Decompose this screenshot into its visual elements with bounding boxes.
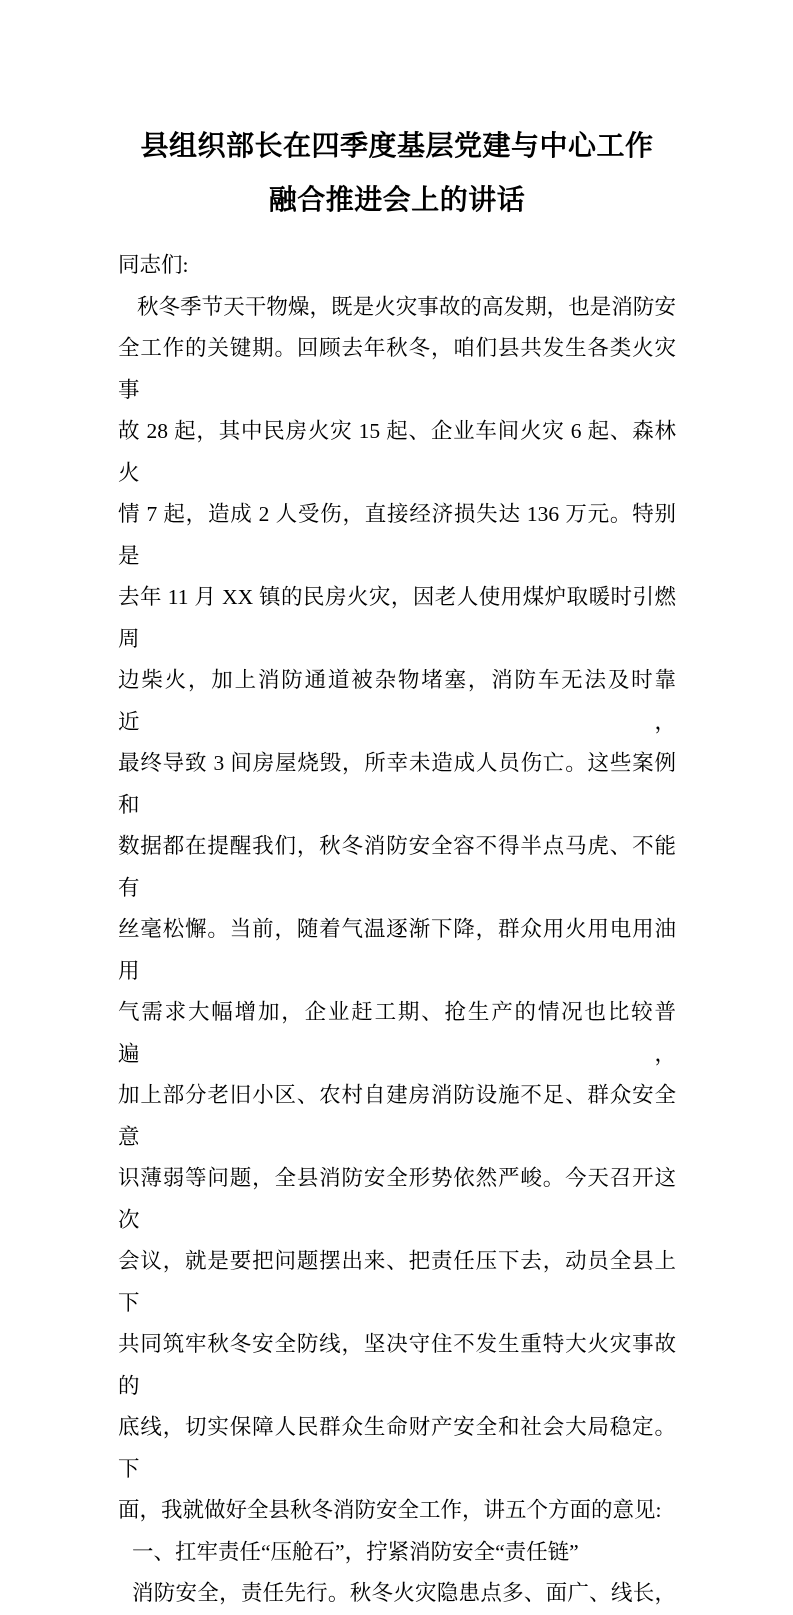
text-line: 气需求大幅增加，企业赶工期、抢生产的情况也比较普遍， [118,1000,676,1066]
text-line: 边柴火，加上消防通道被杂物堵塞，消防车无法及时靠近， [118,668,676,734]
text-line: 加上部分老旧小区、农村自建房消防设施不足、群众安全意 [118,1083,676,1149]
text-line: 数据都在提醒我们，秋冬消防安全容不得半点马虎、不能有 [118,834,676,900]
text-line: 面，我就做好全县秋冬消防安全工作，讲五个方面的意见: [118,1498,662,1522]
title-line: 县组织部长在四季度基层党建与中心工作 [140,131,654,162]
text-line: 底线，切实保障人民群众生命财产安全和社会大局稳定。下 [118,1415,676,1481]
text-line: 去年 11 月 XX 镇的民房火灾，因老人使用煤炉取暖时引燃周 [118,585,676,651]
text-line: 秋冬季节天干物燥，既是火灾事故的高发期，也是消防安 [137,294,676,319]
text-line: 故 28 起，其中民房火灾 15 起、企业车间火灾 6 起、森林火 [118,419,676,485]
text-line: 会议，就是要把问题摆出来、把责任压下去，动员全县上下 [118,1249,676,1315]
text-line: 全工作的关键期。回顾去年秋冬，咱们县共发生各类火灾事 [118,336,676,402]
text-line: 消防安全，责任先行。秋冬火灾隐患点多、面广、线长， [132,1581,676,1605]
text-line: 最终导致 3 间房屋烧毁，所幸未造成人员伤亡。这些案例和 [118,751,676,817]
text-line: 同志们: [118,253,189,277]
text-line: 识薄弱等问题，全县消防安全形势依然严峻。今天召开这次 [118,1166,676,1232]
text-line: 情 7 起，造成 2 人受伤，直接经济损失达 136 万元。特别是 [118,502,676,568]
text-line: 丝毫松懈。当前，随着气温逐渐下降，群众用火用电用油用 [118,917,676,983]
text-line: 共同筑牢秋冬安全防线，坚决守住不发生重特大火灾事故的 [118,1332,676,1398]
document-body [118,245,676,1615]
text-line: 一、扛牢责任“压舱石”，拧紧消防安全“责任链” [132,1539,579,1564]
title-line: 融合推进会上的讲话 [268,185,526,216]
document-title [118,120,676,228]
